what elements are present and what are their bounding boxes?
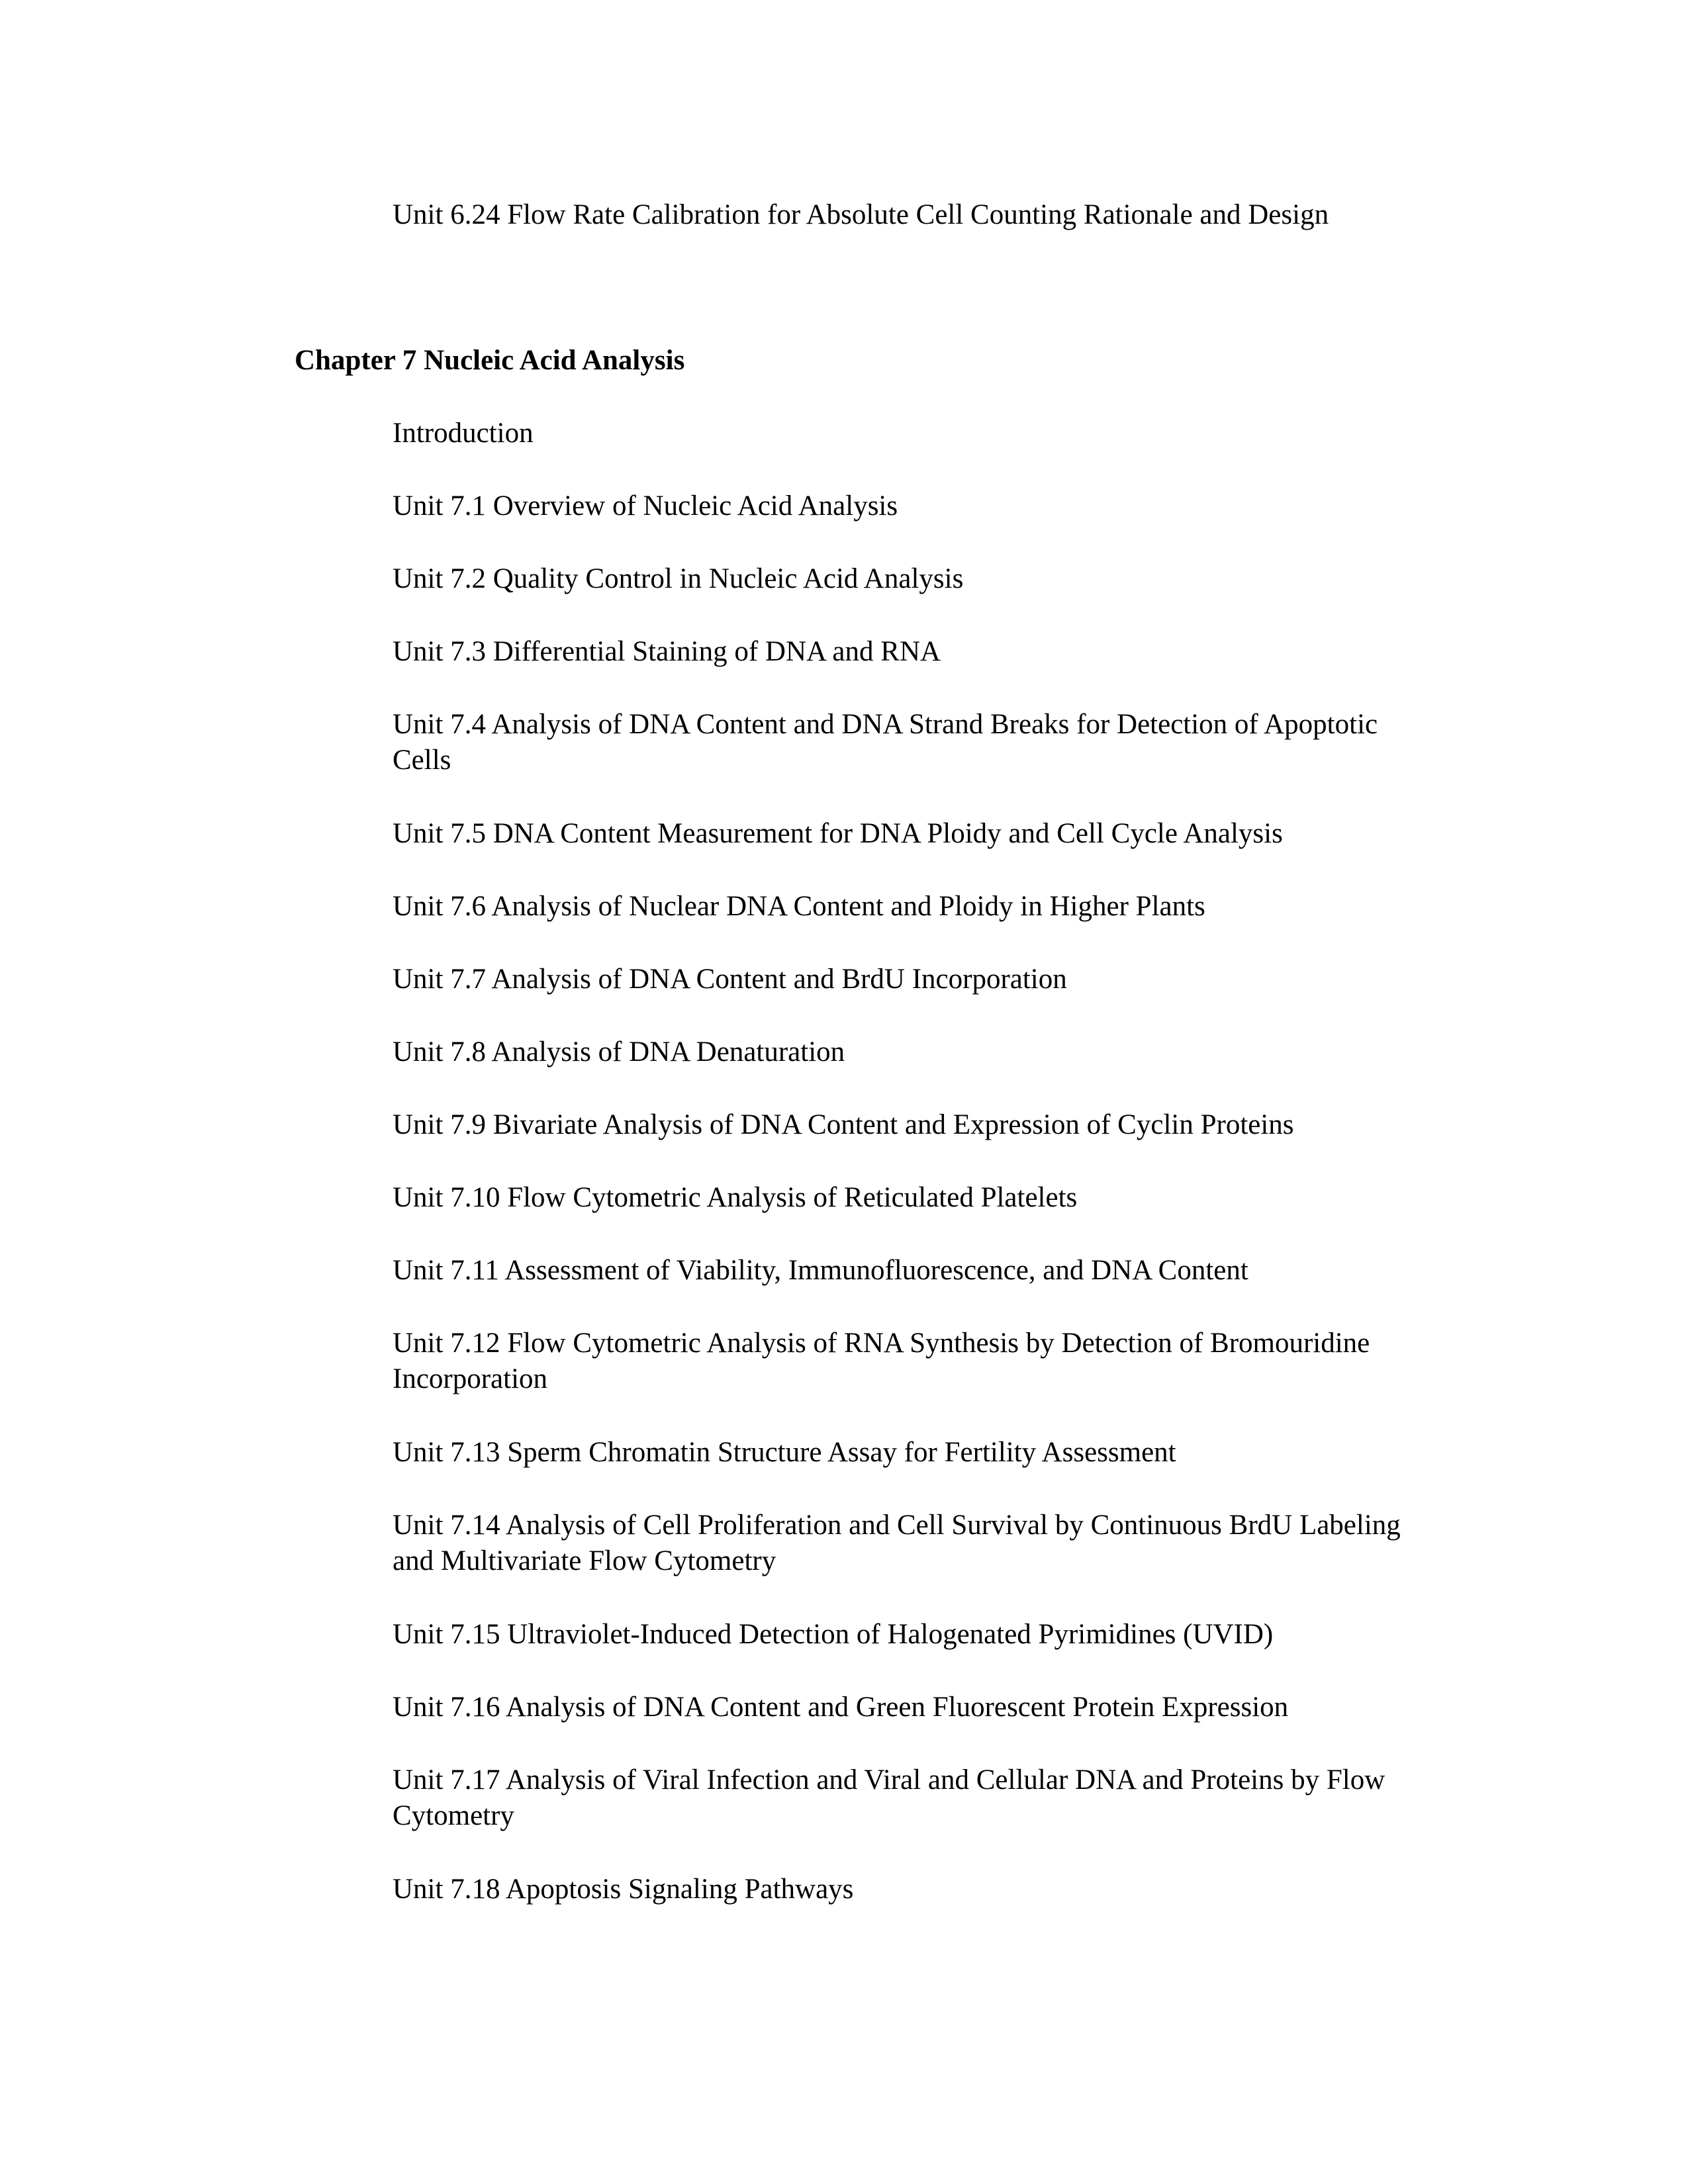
toc-entry-unit-7-10: Unit 7.10 Flow Cytometric Analysis of Reticulated Platelets: [393, 1182, 1078, 1213]
toc-entry-unit-7-14: Unit 7.14 Analysis of Cell Proliferation and Cell Survival by Continuous BrdU Labeling and Multivariate Flow Cytometry: [393, 1510, 1401, 1576]
toc-entry-unit-7-3: Unit 7.3 Differential Staining of DNA and RNA: [393, 636, 941, 667]
toc-entry-unit-7-9: Unit 7.9 Bivariate Analysis of DNA Content and Expression of Cyclin Proteins: [393, 1109, 1294, 1140]
toc-entry-unit-7-5: Unit 7.5 DNA Content Measurement for DNA Ploidy and Cell Cycle Analysis: [393, 818, 1283, 849]
toc-entry-unit-7-15: Unit 7.15 Ultraviolet-Induced Detection of Halogenated Pyrimidines (UVID): [393, 1619, 1274, 1650]
toc-entry-unit-7-4: Unit 7.4 Analysis of DNA Content and DNA Strand Breaks for Detection of Apoptotic Cells: [393, 709, 1378, 776]
toc-entry-unit-7-1: Unit 7.1 Overview of Nucleic Acid Analysis: [393, 490, 898, 522]
toc-entry-unit-7-7: Unit 7.7 Analysis of DNA Content and BrdU Incorporation: [393, 964, 1067, 995]
toc-entry-unit-7-17: Unit 7.17 Analysis of Viral Infection and Viral and Cellular DNA and Proteins by Flow Cytometry: [393, 1764, 1385, 1831]
chapter-heading: Chapter 7 Nucleic Acid Analysis: [295, 345, 685, 376]
toc-entry-unit-7-13: Unit 7.13 Sperm Chromatin Structure Assay for Fertility Assessment: [393, 1437, 1176, 1468]
toc-entry-unit-7-8: Unit 7.8 Analysis of DNA Denaturation: [393, 1036, 845, 1068]
toc-entry-unit-7-6: Unit 7.6 Analysis of Nuclear DNA Content and Ploidy in Higher Plants: [393, 891, 1205, 922]
toc-entry-unit-7-12: Unit 7.12 Flow Cytometric Analysis of RNA Synthesis by Detection of Bromouridine Incorporation: [393, 1328, 1370, 1394]
toc-entry-unit-7-18: Unit 7.18 Apoptosis Signaling Pathways: [393, 1874, 854, 1905]
toc-entry-unit-7-11: Unit 7.11 Assessment of Viability, Immunofluorescence, and DNA Content: [393, 1255, 1248, 1286]
toc-entry-unit-6-24: Unit 6.24 Flow Rate Calibration for Absolute Cell Counting Rationale and Design: [393, 199, 1329, 230]
toc-entry-unit-7-16: Unit 7.16 Analysis of DNA Content and Green Fluorescent Protein Expression: [393, 1692, 1289, 1723]
toc-entry-unit-7-2: Unit 7.2 Quality Control in Nucleic Acid Analysis: [393, 563, 964, 594]
toc-entry-introduction: Introduction: [393, 418, 534, 449]
